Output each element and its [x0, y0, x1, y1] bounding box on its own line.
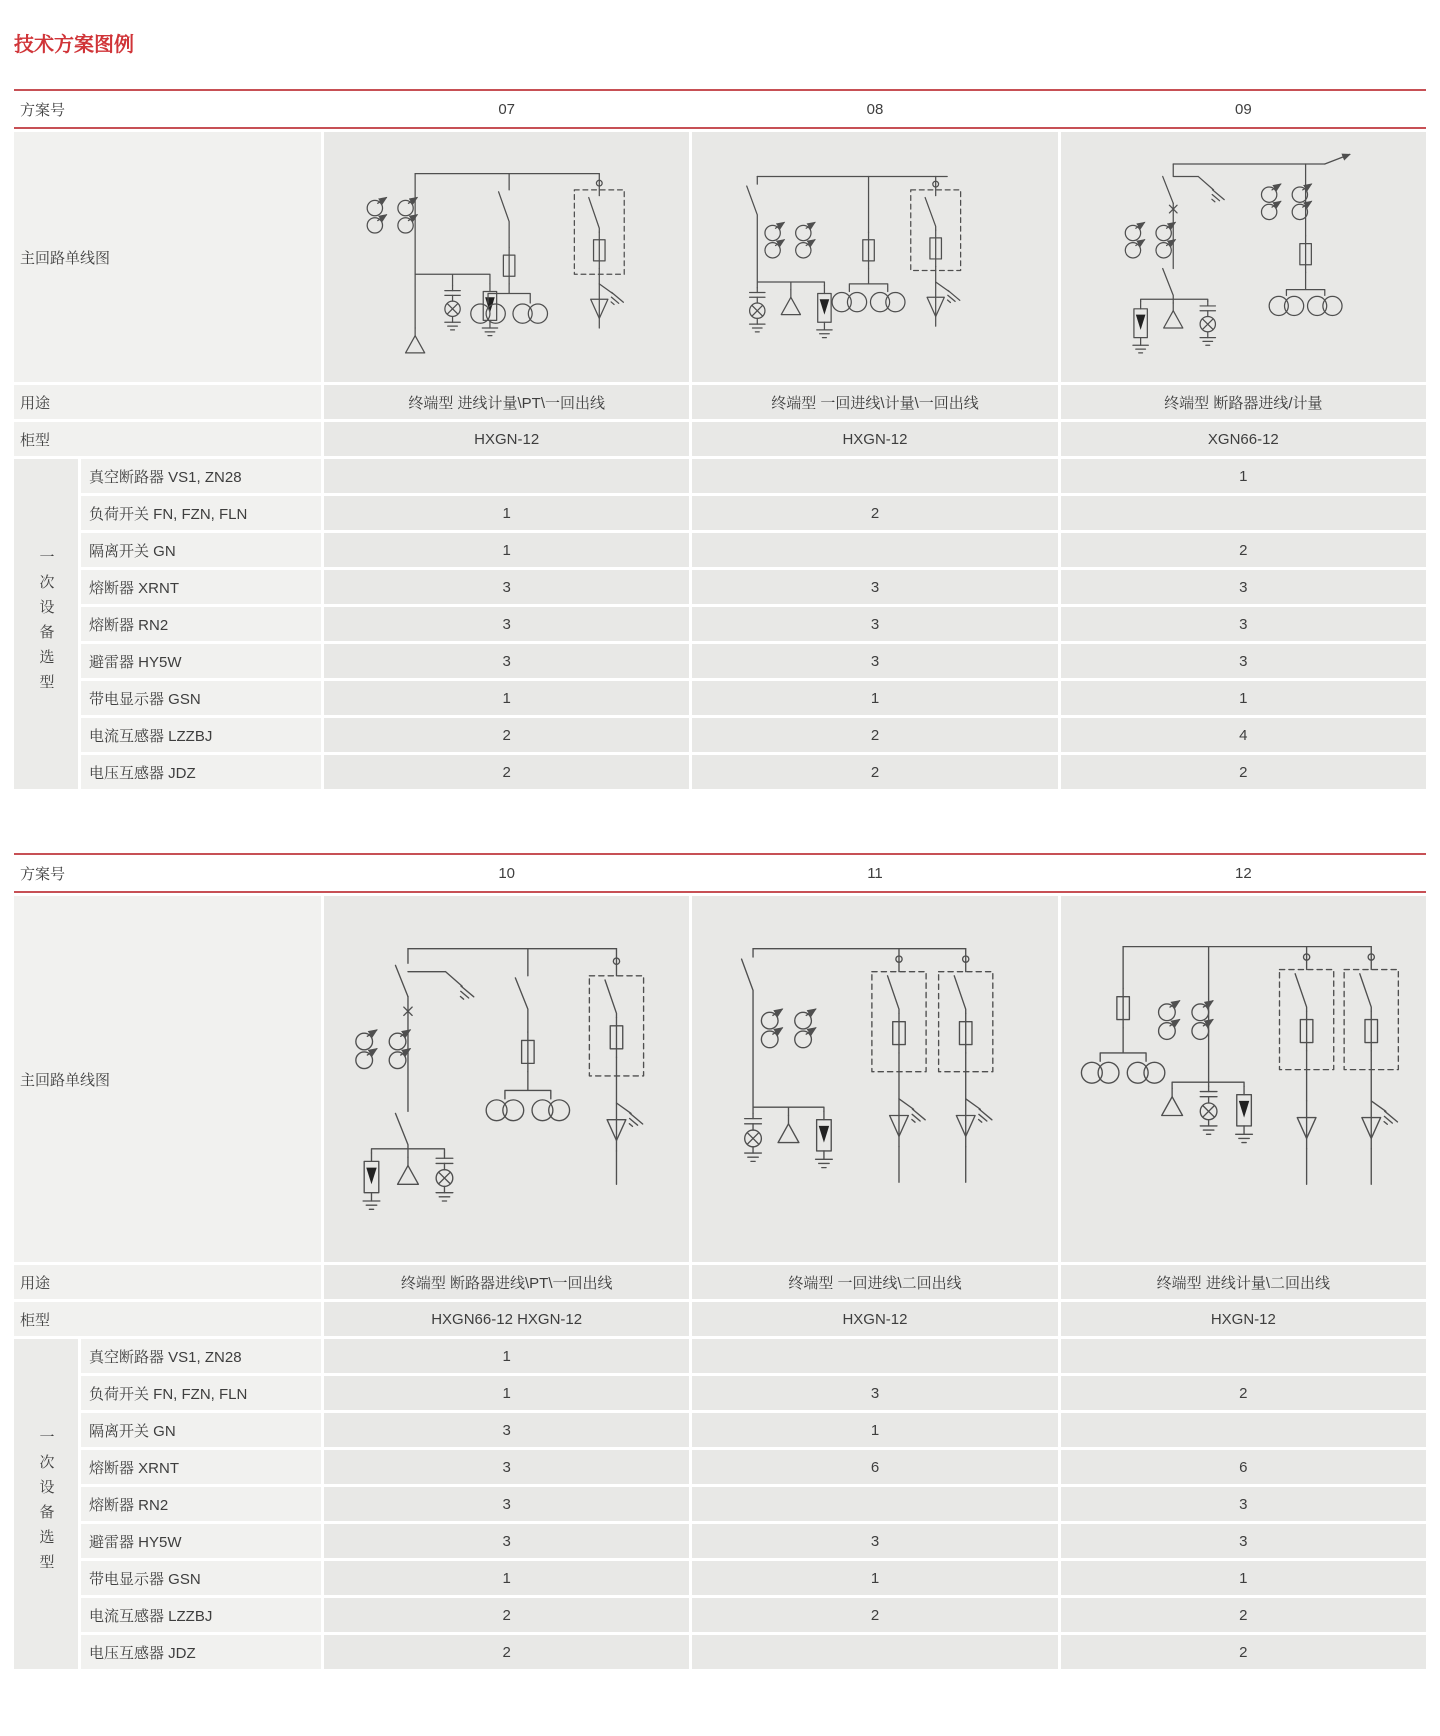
diagram-row-label: 主回路单线图 — [14, 896, 321, 1262]
cabinet-row-label: 柜型 — [14, 1302, 321, 1336]
page-title: 技术方案图例 — [14, 34, 134, 56]
scheme-number-07: 07 — [498, 100, 515, 118]
usage-value-09: 终端型 断路器进线/计量 — [1061, 385, 1426, 419]
diagram-cell-07 — [324, 132, 689, 382]
equipment-name: 避雷器 HY5W — [81, 644, 321, 678]
cabinet-value-08: HXGN-12 — [692, 422, 1057, 456]
usage-value-11: 终端型 一回进线\二回出线 — [692, 1265, 1057, 1299]
scheme-header-row — [14, 89, 1426, 129]
scheme-table-10-12 — [14, 853, 1426, 1669]
single-line-diagram-07 — [348, 140, 665, 375]
quantity-cell-12 — [1061, 1339, 1426, 1373]
single-line-diagram-08 — [717, 140, 1034, 375]
diagram-cell-10 — [324, 896, 689, 1262]
equipment-name: 电流互感器 LZZBJ — [81, 718, 321, 752]
quantity-cell-08: 3 — [692, 607, 1057, 641]
equipment-name: 负荷开关 FN, FZN, FLN — [81, 1376, 321, 1410]
scheme-number-10: 10 — [498, 864, 515, 882]
quantity-cell-11: 6 — [692, 1450, 1057, 1484]
equipment-name: 电压互感器 JDZ — [81, 1635, 321, 1669]
scheme-no-label: 方案号 — [20, 101, 66, 119]
quantity-cell-12: 2 — [1061, 1376, 1426, 1410]
quantity-cell-08: 3 — [692, 570, 1057, 604]
cabinet-value-11: HXGN-12 — [692, 1302, 1057, 1336]
cabinet-row-label: 柜型 — [14, 422, 321, 456]
quantity-cell-11: 2 — [692, 1598, 1057, 1632]
scheme-number-11: 11 — [867, 864, 883, 882]
quantity-cell-10: 3 — [324, 1450, 689, 1484]
equipment-name: 熔断器 XRNT — [81, 570, 321, 604]
quantity-cell-10: 1 — [324, 1376, 689, 1410]
quantity-cell-09 — [1061, 496, 1426, 530]
scheme-number-12: 12 — [1234, 864, 1252, 882]
scheme-number-08: 08 — [866, 100, 884, 118]
equipment-name: 熔断器 XRNT — [81, 1450, 321, 1484]
quantity-cell-09: 1 — [1061, 681, 1426, 715]
equipment-group-label: 一次设备选型 — [14, 1339, 78, 1669]
cabinet-value-07: HXGN-12 — [324, 422, 689, 456]
quantity-cell-10: 3 — [324, 1524, 689, 1558]
equipment-name: 负荷开关 FN, FZN, FLN — [81, 496, 321, 530]
diagram-cell-12 — [1061, 896, 1426, 1262]
equipment-name: 带电显示器 GSN — [81, 681, 321, 715]
quantity-cell-07: 1 — [324, 496, 689, 530]
equipment-name: 真空断路器 VS1, ZN28 — [81, 459, 321, 493]
usage-value-12: 终端型 进线计量\二回出线 — [1061, 1265, 1426, 1299]
quantity-cell-12: 3 — [1061, 1524, 1426, 1558]
usage-value-10: 终端型 断路器进线\PT\一回出线 — [324, 1265, 689, 1299]
quantity-cell-12 — [1061, 1413, 1426, 1447]
equipment-name: 熔断器 RN2 — [81, 607, 321, 641]
quantity-cell-08: 3 — [692, 644, 1057, 678]
diagram-cell-08 — [692, 132, 1057, 382]
quantity-cell-07: 3 — [324, 607, 689, 641]
quantity-cell-07: 1 — [324, 681, 689, 715]
quantity-cell-07: 2 — [324, 755, 689, 789]
quantity-cell-09: 1 — [1061, 459, 1426, 493]
quantity-cell-10: 2 — [324, 1598, 689, 1632]
quantity-cell-08 — [692, 533, 1057, 567]
quantity-cell-11 — [692, 1339, 1057, 1373]
equipment-group-label: 一次设备选型 — [14, 459, 78, 789]
quantity-cell-08: 1 — [692, 681, 1057, 715]
diagram-cell-11 — [692, 896, 1057, 1262]
single-line-diagram-09 — [1085, 140, 1402, 375]
equipment-name: 隔离开关 GN — [81, 533, 321, 567]
scheme-number-09: 09 — [1234, 100, 1252, 118]
quantity-cell-11: 3 — [692, 1524, 1057, 1558]
quantity-cell-10: 1 — [324, 1339, 689, 1373]
scheme-no-label: 方案号 — [20, 865, 66, 883]
diagram-row-label: 主回路单线图 — [14, 132, 321, 382]
quantity-cell-12: 1 — [1061, 1561, 1426, 1595]
quantity-cell-09: 2 — [1061, 755, 1426, 789]
equipment-name: 隔离开关 GN — [81, 1413, 321, 1447]
quantity-cell-11 — [692, 1635, 1057, 1669]
quantity-cell-12: 6 — [1061, 1450, 1426, 1484]
quantity-cell-09: 3 — [1061, 644, 1426, 678]
scheme-table-07-09 — [14, 89, 1426, 789]
quantity-cell-12: 3 — [1061, 1487, 1426, 1521]
diagram-cell-09 — [1061, 132, 1426, 382]
quantity-cell-11: 1 — [692, 1561, 1057, 1595]
quantity-cell-07: 2 — [324, 718, 689, 752]
usage-row-label: 用途 — [14, 1265, 321, 1299]
quantity-cell-07: 3 — [324, 570, 689, 604]
quantity-cell-11: 1 — [692, 1413, 1057, 1447]
quantity-cell-10: 1 — [324, 1561, 689, 1595]
cabinet-value-12: HXGN-12 — [1061, 1302, 1426, 1336]
quantity-cell-09: 3 — [1061, 570, 1426, 604]
equipment-name: 电压互感器 JDZ — [81, 755, 321, 789]
quantity-cell-10: 3 — [324, 1487, 689, 1521]
quantity-cell-10: 2 — [324, 1635, 689, 1669]
usage-value-08: 终端型 一回进线\计量\一回出线 — [692, 385, 1057, 419]
quantity-cell-07: 3 — [324, 644, 689, 678]
quantity-cell-08 — [692, 459, 1057, 493]
equipment-name: 带电显示器 GSN — [81, 1561, 321, 1595]
quantity-cell-12: 2 — [1061, 1598, 1426, 1632]
single-line-diagram-12 — [1071, 907, 1415, 1251]
quantity-cell-07 — [324, 459, 689, 493]
equipment-name: 真空断路器 VS1, ZN28 — [81, 1339, 321, 1373]
quantity-cell-10: 3 — [324, 1413, 689, 1447]
quantity-cell-12: 2 — [1061, 1635, 1426, 1669]
quantity-cell-09: 3 — [1061, 607, 1426, 641]
usage-value-07: 终端型 进线计量\PT\一回出线 — [324, 385, 689, 419]
cabinet-value-09: XGN66-12 — [1061, 422, 1426, 456]
quantity-cell-11: 3 — [692, 1376, 1057, 1410]
cabinet-value-10: HXGN66-12 HXGN-12 — [324, 1302, 689, 1336]
quantity-cell-08: 2 — [692, 718, 1057, 752]
usage-row-label: 用途 — [14, 385, 321, 419]
quantity-cell-07: 1 — [324, 533, 689, 567]
single-line-diagram-11 — [703, 907, 1047, 1251]
single-line-diagram-10 — [335, 907, 679, 1251]
scheme-header-row — [14, 853, 1426, 893]
quantity-cell-09: 2 — [1061, 533, 1426, 567]
equipment-name: 熔断器 RN2 — [81, 1487, 321, 1521]
quantity-cell-09: 4 — [1061, 718, 1426, 752]
quantity-cell-08: 2 — [692, 755, 1057, 789]
quantity-cell-08: 2 — [692, 496, 1057, 530]
equipment-name: 避雷器 HY5W — [81, 1524, 321, 1558]
quantity-cell-11 — [692, 1487, 1057, 1521]
equipment-name: 电流互感器 LZZBJ — [81, 1598, 321, 1632]
